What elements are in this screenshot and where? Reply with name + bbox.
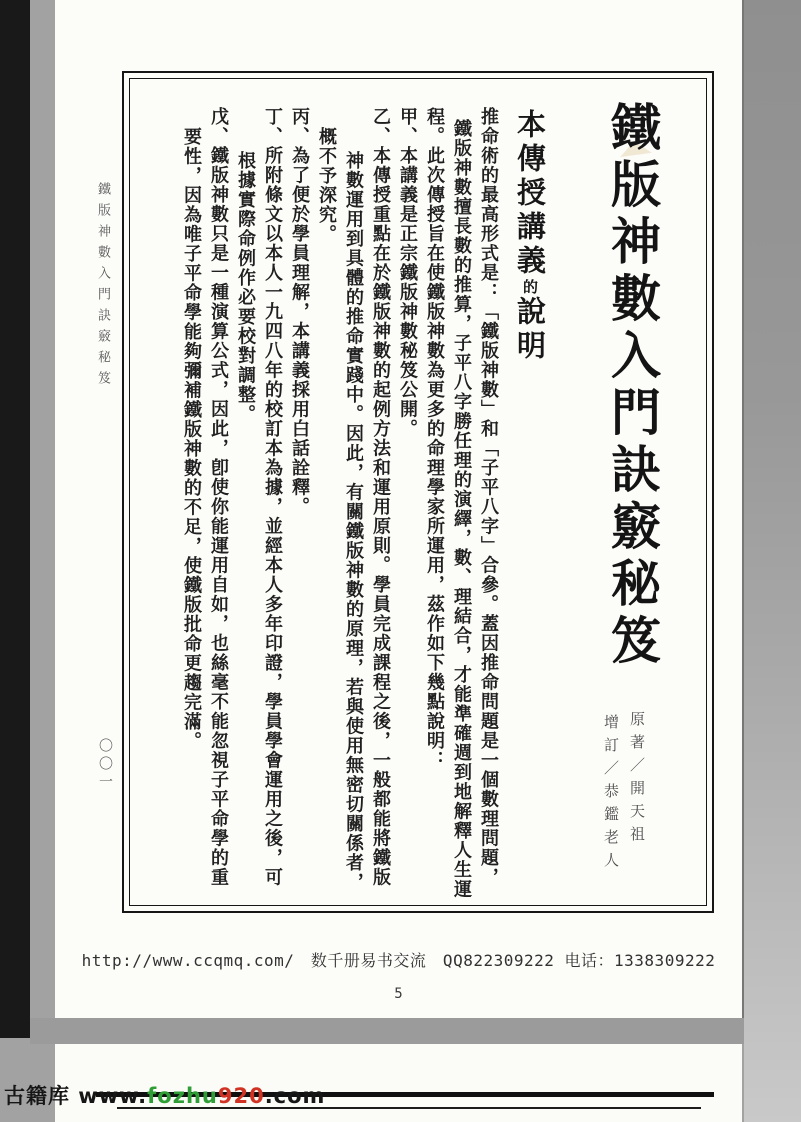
page-frame-inner [129,78,707,906]
page-gap [30,1018,744,1044]
watermark-green-part: fozhu [147,1084,218,1108]
body-column: 神數運用到具體的推命實踐中。因此，有關鐵版神數的原理，若與使用無密切關係者， [343,151,364,892]
watermark-prefix: 古籍库 www. [4,1084,148,1108]
page-title: 鐵版神數入門訣竅秘笈 [603,101,662,671]
page-content [130,79,706,905]
credit-original-author: 原著／開天祖 [628,711,646,849]
footer-contact-line: http://www.ccqmq.com/ 数千册易书交流 QQ822309222 电话：1338309222 [81,951,716,970]
body-column: 丁、所附條文以本人一九四八年的校訂本為據，並經本人多年印證，學員學會運用之後，可 [262,107,283,887]
body-column: 甲、本講義是正宗鐵版神數秘笈公開。 [397,107,418,439]
subtitle-prefix: 本傳授講義 [513,109,547,279]
watermark [4,1080,325,1110]
body-column: 鐵版神數擅長數的推算，子平八字勝任理的演繹，數、理結合，才能準確週到地解釋人生運 [451,119,472,899]
body-column: 根據實際命例作必要校對調整。 [235,151,256,424]
body-column: 戊、鐵版神數只是一種演算公式，因此，卽使你能運用自如，也絲毫不能忽視子平命學的重 [208,107,229,887]
body-column: 乙、本傳授重點在於鐵版神數的起例方法和運用原則。學員完成課程之後，一般都能將鐵版 [370,107,391,887]
margin-book-title: 鐵版神數入門訣竅秘笈 [95,182,110,392]
left-binding-bar [0,0,30,1038]
body-column: 要性，因為唯子平命學能夠彌補鐵版神數的不足，使鐵版批命更趨完滿。 [181,127,202,751]
footer-page-number: 5 [394,986,403,1002]
scanned-page [55,0,742,1018]
subtitle-suffix: 說明 [513,296,547,364]
watermark-red-part: 920 [217,1084,265,1108]
body-column: 程。此次傳授旨在使鐵版神數為更多的命理學家所運用，茲作如下幾點說明： [424,107,445,770]
body-column: 丙、為了便於學員理解，本講義採用白話詮釋。 [289,107,310,517]
page-frame [122,71,714,913]
subtitle-particle: 的 [521,279,539,296]
credit-reviser: 增訂／恭鑑老人 [602,714,620,875]
section-subtitle [512,109,548,364]
body-text [178,107,502,905]
margin-page-number: 〇〇一 [97,738,113,792]
right-scan-gradient [744,0,801,1122]
body-column: 概不予深究。 [316,127,337,244]
body-column: 推命術的最高形式是：「鐵版神數」和「子平八字」合參。蓋因推命問題是一個數理問題， [478,107,499,887]
author-credits [598,711,650,875]
watermark-suffix: .com [264,1084,326,1108]
